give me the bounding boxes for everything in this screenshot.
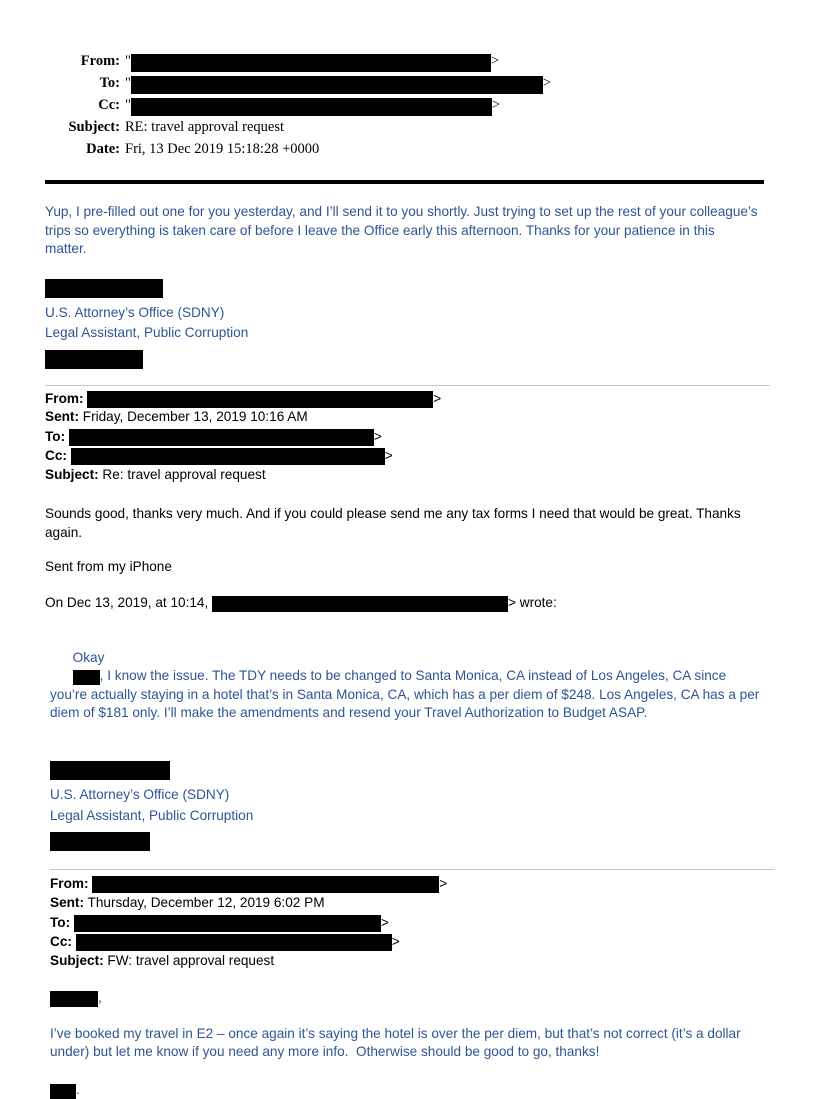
sent-value: Thursday, December 12, 2019 6:02 PM (87, 895, 325, 911)
quote-mark: " (125, 75, 131, 91)
redaction-bar (131, 76, 543, 94)
from-label: From: (80, 53, 120, 69)
redaction-bar (92, 876, 439, 893)
subject-label: Subject: (45, 466, 99, 482)
angle-bracket: > (490, 53, 500, 69)
quoted-message-divider (45, 385, 770, 386)
quote-body-before: Okay (72, 649, 105, 665)
to-row (45, 427, 770, 447)
header-date-row (45, 138, 770, 160)
header-subject-row (45, 116, 770, 138)
angle-bracket: > (380, 914, 389, 930)
redaction-bar (87, 391, 433, 408)
quote-intro-line (45, 594, 770, 613)
redaction-bar (50, 761, 170, 780)
message2-signature (50, 761, 770, 851)
redaction-bar (45, 279, 163, 298)
angle-bracket: > (433, 390, 442, 406)
message3-signoff (50, 1081, 770, 1099)
cc-label: Cc: (50, 934, 72, 950)
angle-bracket: > (373, 428, 382, 444)
quoted-message-body (50, 630, 764, 741)
sent-label: Sent: (45, 409, 79, 425)
redaction-bar (131, 98, 492, 116)
angle-bracket: > (384, 448, 393, 464)
redaction-bar (212, 596, 508, 612)
sent-from-iphone: Sent from my iPhone (45, 559, 172, 575)
subject-value: RE: travel approval request (125, 119, 285, 135)
message3-greeting (50, 989, 770, 1008)
redaction-bar (131, 54, 491, 72)
header-from-row (45, 50, 770, 72)
quoted-message (45, 630, 770, 1099)
sent-row (45, 408, 770, 427)
message3-body: I’ve booked my travel in E2 – once again it’s saying the hotel is over the per diem, but that’s not correct (it’s a dollar under) but let me know if you need any more info. Otherwise should be good to go, thanks! (50, 1025, 745, 1060)
signature-title: Legal Assistant, Public Corruption (50, 807, 254, 823)
cc-row (45, 446, 770, 466)
from-row (50, 874, 770, 894)
quoted-message-divider (50, 869, 775, 870)
quote-mark: " (125, 97, 131, 113)
redaction-bar (45, 350, 143, 369)
subject-value: FW: travel approval request (107, 952, 275, 968)
message2-body: Sounds good, thanks very much. And if you could please send me any tax forms I need that would be great. Thanks again. (45, 506, 745, 540)
greeting-suffix: , (98, 990, 102, 1006)
angle-bracket: > (391, 934, 400, 950)
date-label: Date: (86, 141, 120, 157)
redaction-bar (50, 1084, 76, 1099)
redaction-bar (69, 429, 374, 446)
to-label: To: (99, 75, 120, 91)
message3-header (50, 874, 770, 970)
header-cc-row (45, 94, 770, 116)
subject-row (45, 466, 770, 485)
quote-intro-prefix: On Dec 13, 2019, at 10:14, (45, 594, 209, 610)
cc-row (50, 932, 770, 952)
cc-label: Cc: (45, 448, 67, 464)
redaction-bar (73, 670, 100, 685)
message2-header (45, 389, 770, 485)
subject-label: Subject: (50, 952, 104, 968)
quote-body-after: , I know the issue. The TDY needs to be changed to Santa Monica, CA instead of Los Angeles, CA since you’re actually staying in a hotel that’s in Santa Monica, CA, which has a per diem of $248. Los Angeles, CA has a per diem of $181 only. I’ll make the amendments and resend your Travel Authorization to Budget ASAP. (50, 668, 764, 721)
to-row (50, 913, 770, 933)
signature-title: Legal Assistant, Public Corruption (45, 325, 249, 340)
subject-value: Re: travel approval request (102, 466, 266, 482)
from-row (45, 389, 770, 409)
date-value: Fri, 13 Dec 2019 15:18:28 +0000 (125, 141, 320, 157)
subject-row (50, 952, 770, 971)
quote-intro-suffix: > wrote: (508, 594, 557, 610)
redaction-bar (71, 448, 385, 465)
sent-value: Friday, December 13, 2019 10:16 AM (82, 409, 308, 425)
angle-bracket: > (439, 876, 448, 892)
angle-bracket: > (491, 97, 501, 113)
cc-label: Cc: (98, 97, 120, 113)
redaction-bar (50, 991, 98, 1007)
angle-bracket: > (542, 75, 552, 91)
to-label: To: (50, 914, 71, 930)
email-header (45, 50, 770, 160)
header-to-row (45, 72, 770, 94)
message1-body: Yup, I pre-filled out one for you yesterday, and I’ll send it to you shortly. Just trying to set up the rest of your colleague’s trips so everything is taken care of before I leave the Office early this afternoon. Thanks for your patience in this matter. (45, 204, 762, 256)
redaction-bar (74, 915, 381, 932)
redaction-bar (76, 934, 392, 951)
quote-mark: " (125, 53, 131, 69)
signoff-suffix: . (76, 1081, 80, 1097)
message1-signature (45, 279, 770, 369)
signature-org: U.S. Attorney’s Office (SDNY) (45, 304, 225, 320)
redaction-bar (50, 832, 150, 851)
signature-org: U.S. Attorney’s Office (SDNY) (50, 787, 230, 803)
subject-label: Subject: (68, 119, 120, 135)
to-label: To: (45, 428, 66, 444)
header-divider-rule (45, 180, 764, 184)
from-label: From: (45, 390, 84, 406)
sent-row (50, 894, 770, 913)
from-label: From: (50, 876, 89, 892)
sent-label: Sent: (50, 895, 84, 911)
